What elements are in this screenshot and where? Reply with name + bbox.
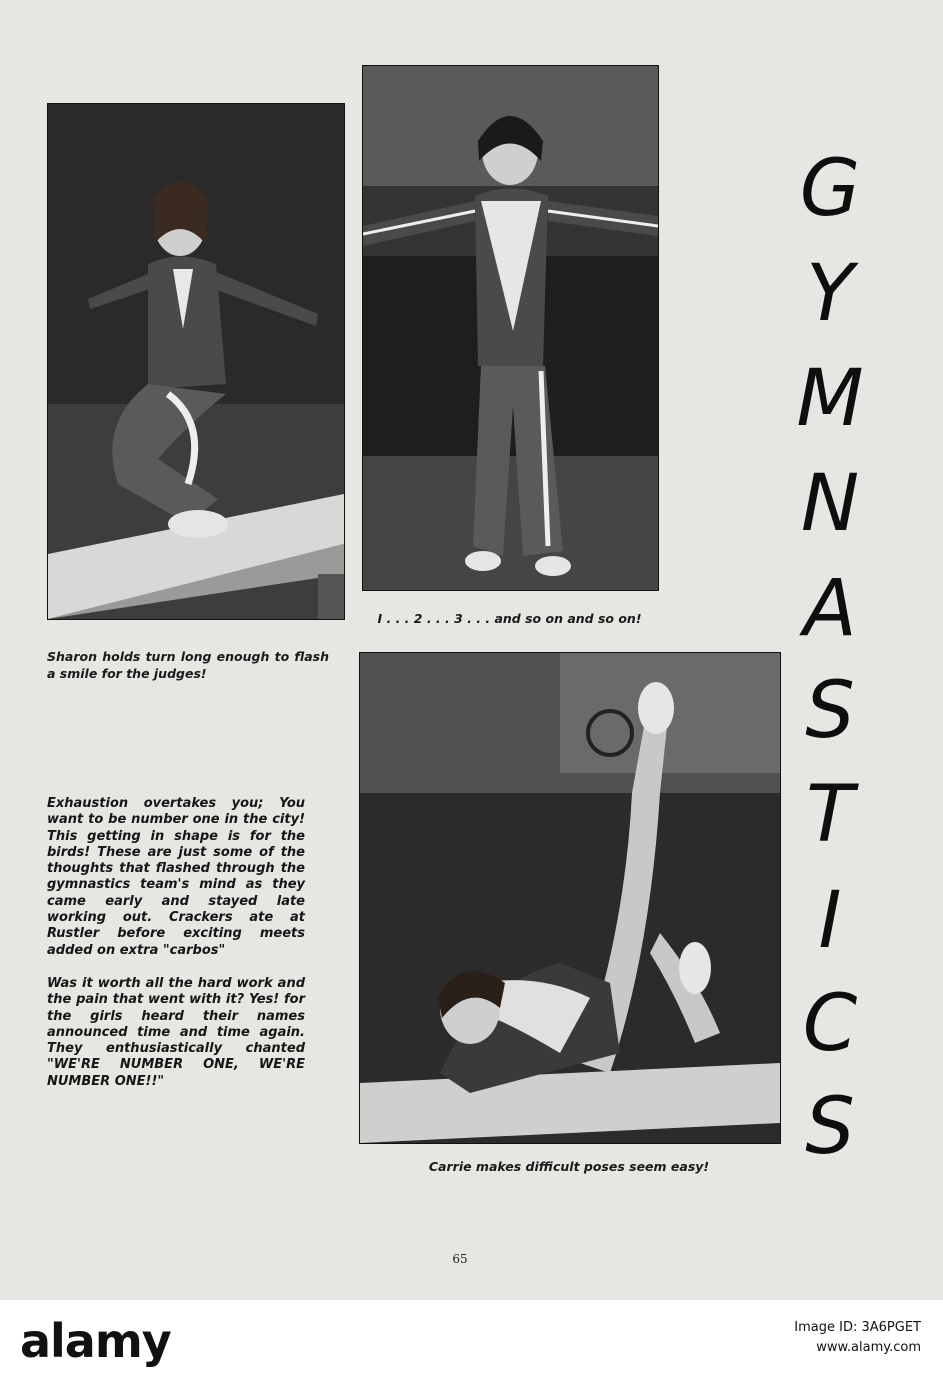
title-letter-s2: S xyxy=(805,1082,855,1172)
title-letter-n: N xyxy=(800,459,860,549)
site-url: www.alamy.com xyxy=(816,1340,921,1355)
caption-photo-stance: I . . . 2 . . . 3 . . . and so on and so on! xyxy=(377,611,642,626)
title-letter-t: T xyxy=(806,770,854,860)
footer-info xyxy=(794,1318,921,1358)
article-paragraph-2: Was it worth all the hard work and the pain that went with it? Yes! for the girls heard their names announced time and time again. They enthusiastically chanted "WE'RE NUMBER ONE, WE'RE NUMBER ONE!!" xyxy=(47,975,305,1089)
title-letter-m: M xyxy=(796,354,864,444)
article-body xyxy=(47,796,305,1107)
stock-footer xyxy=(0,1300,943,1390)
title-letter-c: C xyxy=(802,979,858,1069)
title-letter-g: G xyxy=(799,144,861,234)
caption-photo-pose: Carrie makes difficult poses seem easy! xyxy=(428,1159,710,1174)
photo-pose-illustration xyxy=(360,653,780,1143)
alamy-logo: alamy xyxy=(20,1314,171,1368)
photo-beam-illustration xyxy=(48,104,344,619)
photo-beam xyxy=(47,103,345,620)
article-paragraph-1: Exhaustion overtakes you; You want to be number one in the city! This getting in shape is for the birds! These are just some of the thoughts that flashed through the gymnastics team's mind as they came early and stayed late working out. Crackers ate at Rustler before exciting meets added on extra "carbos" xyxy=(47,796,305,958)
title-letter-s: S xyxy=(805,666,855,756)
image-id-label: Image ID: 3A6PGET xyxy=(794,1320,921,1335)
title-letter-y: Y xyxy=(806,249,854,339)
page-number: 65 xyxy=(452,1252,468,1266)
title-letter-i: I xyxy=(818,876,842,966)
caption-photo-beam: Sharon holds turn long enough to flash a smile for the judges! xyxy=(47,649,329,681)
title-letter-a: A xyxy=(803,564,857,654)
photo-stance xyxy=(362,65,659,591)
photo-pose xyxy=(359,652,781,1144)
photo-stance-illustration xyxy=(363,66,658,590)
